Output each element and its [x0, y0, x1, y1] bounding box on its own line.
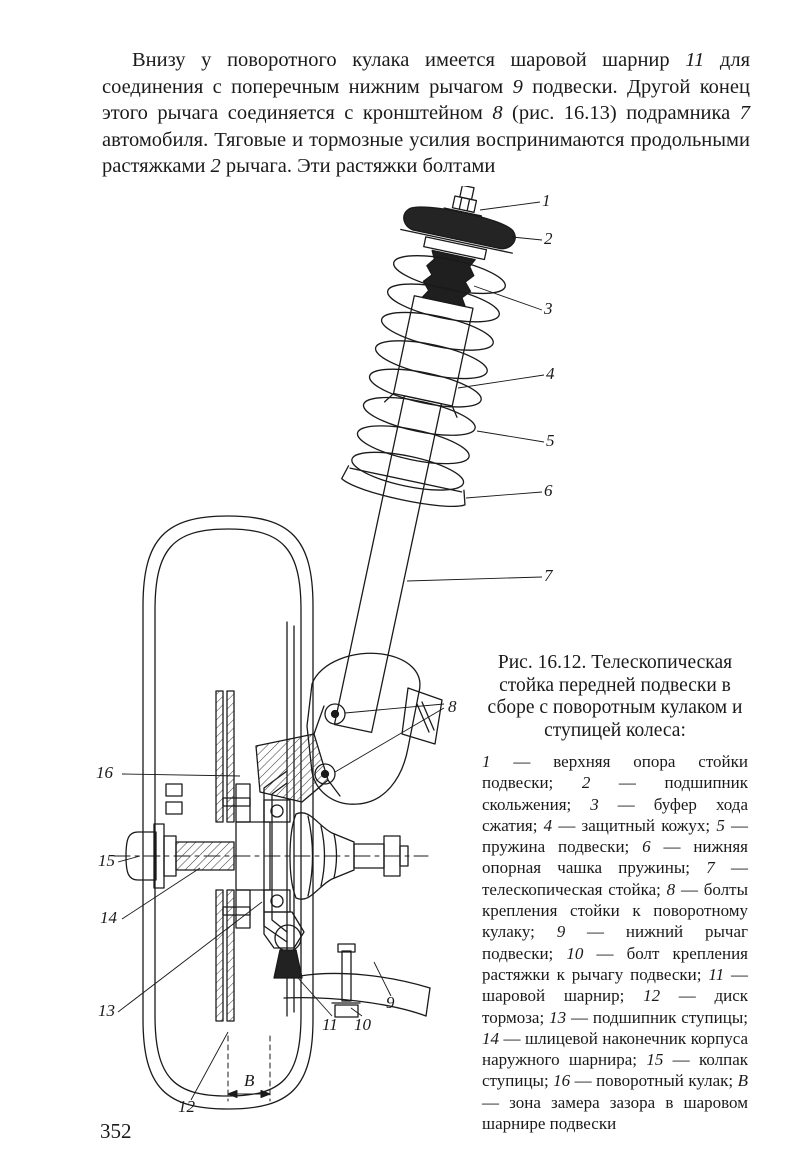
callout-15: 15: [98, 851, 115, 870]
callout-b: В: [244, 1071, 255, 1090]
callout-8: 8: [448, 697, 457, 716]
callout-4: 4: [546, 364, 555, 383]
callout-16: 16: [96, 763, 113, 782]
callout-12: 12: [178, 1097, 195, 1116]
callout-1: 1: [542, 191, 551, 210]
lower-arm: [284, 944, 430, 1017]
steering-knuckle: [166, 706, 340, 948]
strut-bracket: [307, 653, 442, 804]
leader-lines: [118, 202, 544, 1100]
callout-13: 13: [98, 1001, 115, 1020]
ball-joint: [274, 925, 302, 978]
callout-6: 6: [544, 481, 553, 500]
dimension-b: [228, 1036, 270, 1101]
strut-tube: [334, 396, 441, 733]
figure-legend: 1 — верхняя опора стойки подвески; 2 — подшипник скольжения; 3 — буфер хода сжатия; 4 — защитный кожух; 5 — пружина подвески; 6 — нижняя опорная чашка пружины; 7 — телескопическая стойка; 8 — болты крепления стойки к поворотному кулаку; 9 — нижний рычаг подвески; 10 — болт крепления растяжки к рычагу подвески; 11 — шаровой шарнир; 12 — диск тормоза; 13 — подшипник ступицы; 14 — шлицевой наконечник корпуса наружного шарнира; 15 — колпак ступицы; 16 — поворотный кулак; В — зона замера зазора в шаровом шарнире подвески: [482, 752, 749, 1134]
callout-7: 7: [544, 566, 553, 585]
callout-3: 3: [544, 299, 553, 318]
callout-14: 14: [100, 908, 117, 927]
intro-paragraph: Внизу у поворотного кулака имеется шаровой шарнир 11 для соединения с поперечным нижним рычагом 9 подвески. Другой конец этого рычага соединяется с кронштейном 8 (рис. 16.13) подрамника 7 автомобиля. Тяговые и тормозные усилия воспринимаются продольными растяжками 2 рычага. Эти растяжки болтами: [102, 49, 750, 178]
coil-spring: [349, 248, 509, 498]
figure-caption: Рис. 16.12. Телескопическая стойка передней подвески в сборе с поворотным кулаком и ступицей колеса:: [487, 652, 743, 741]
callout-5: 5: [546, 431, 555, 450]
callout-9: 9: [386, 993, 395, 1012]
figure-text-column: [482, 652, 748, 1134]
page-number: 352: [100, 1119, 132, 1143]
callout-10: 10: [354, 1015, 371, 1034]
callout-2: 2: [544, 229, 553, 248]
callout-11: 11: [322, 1015, 338, 1034]
